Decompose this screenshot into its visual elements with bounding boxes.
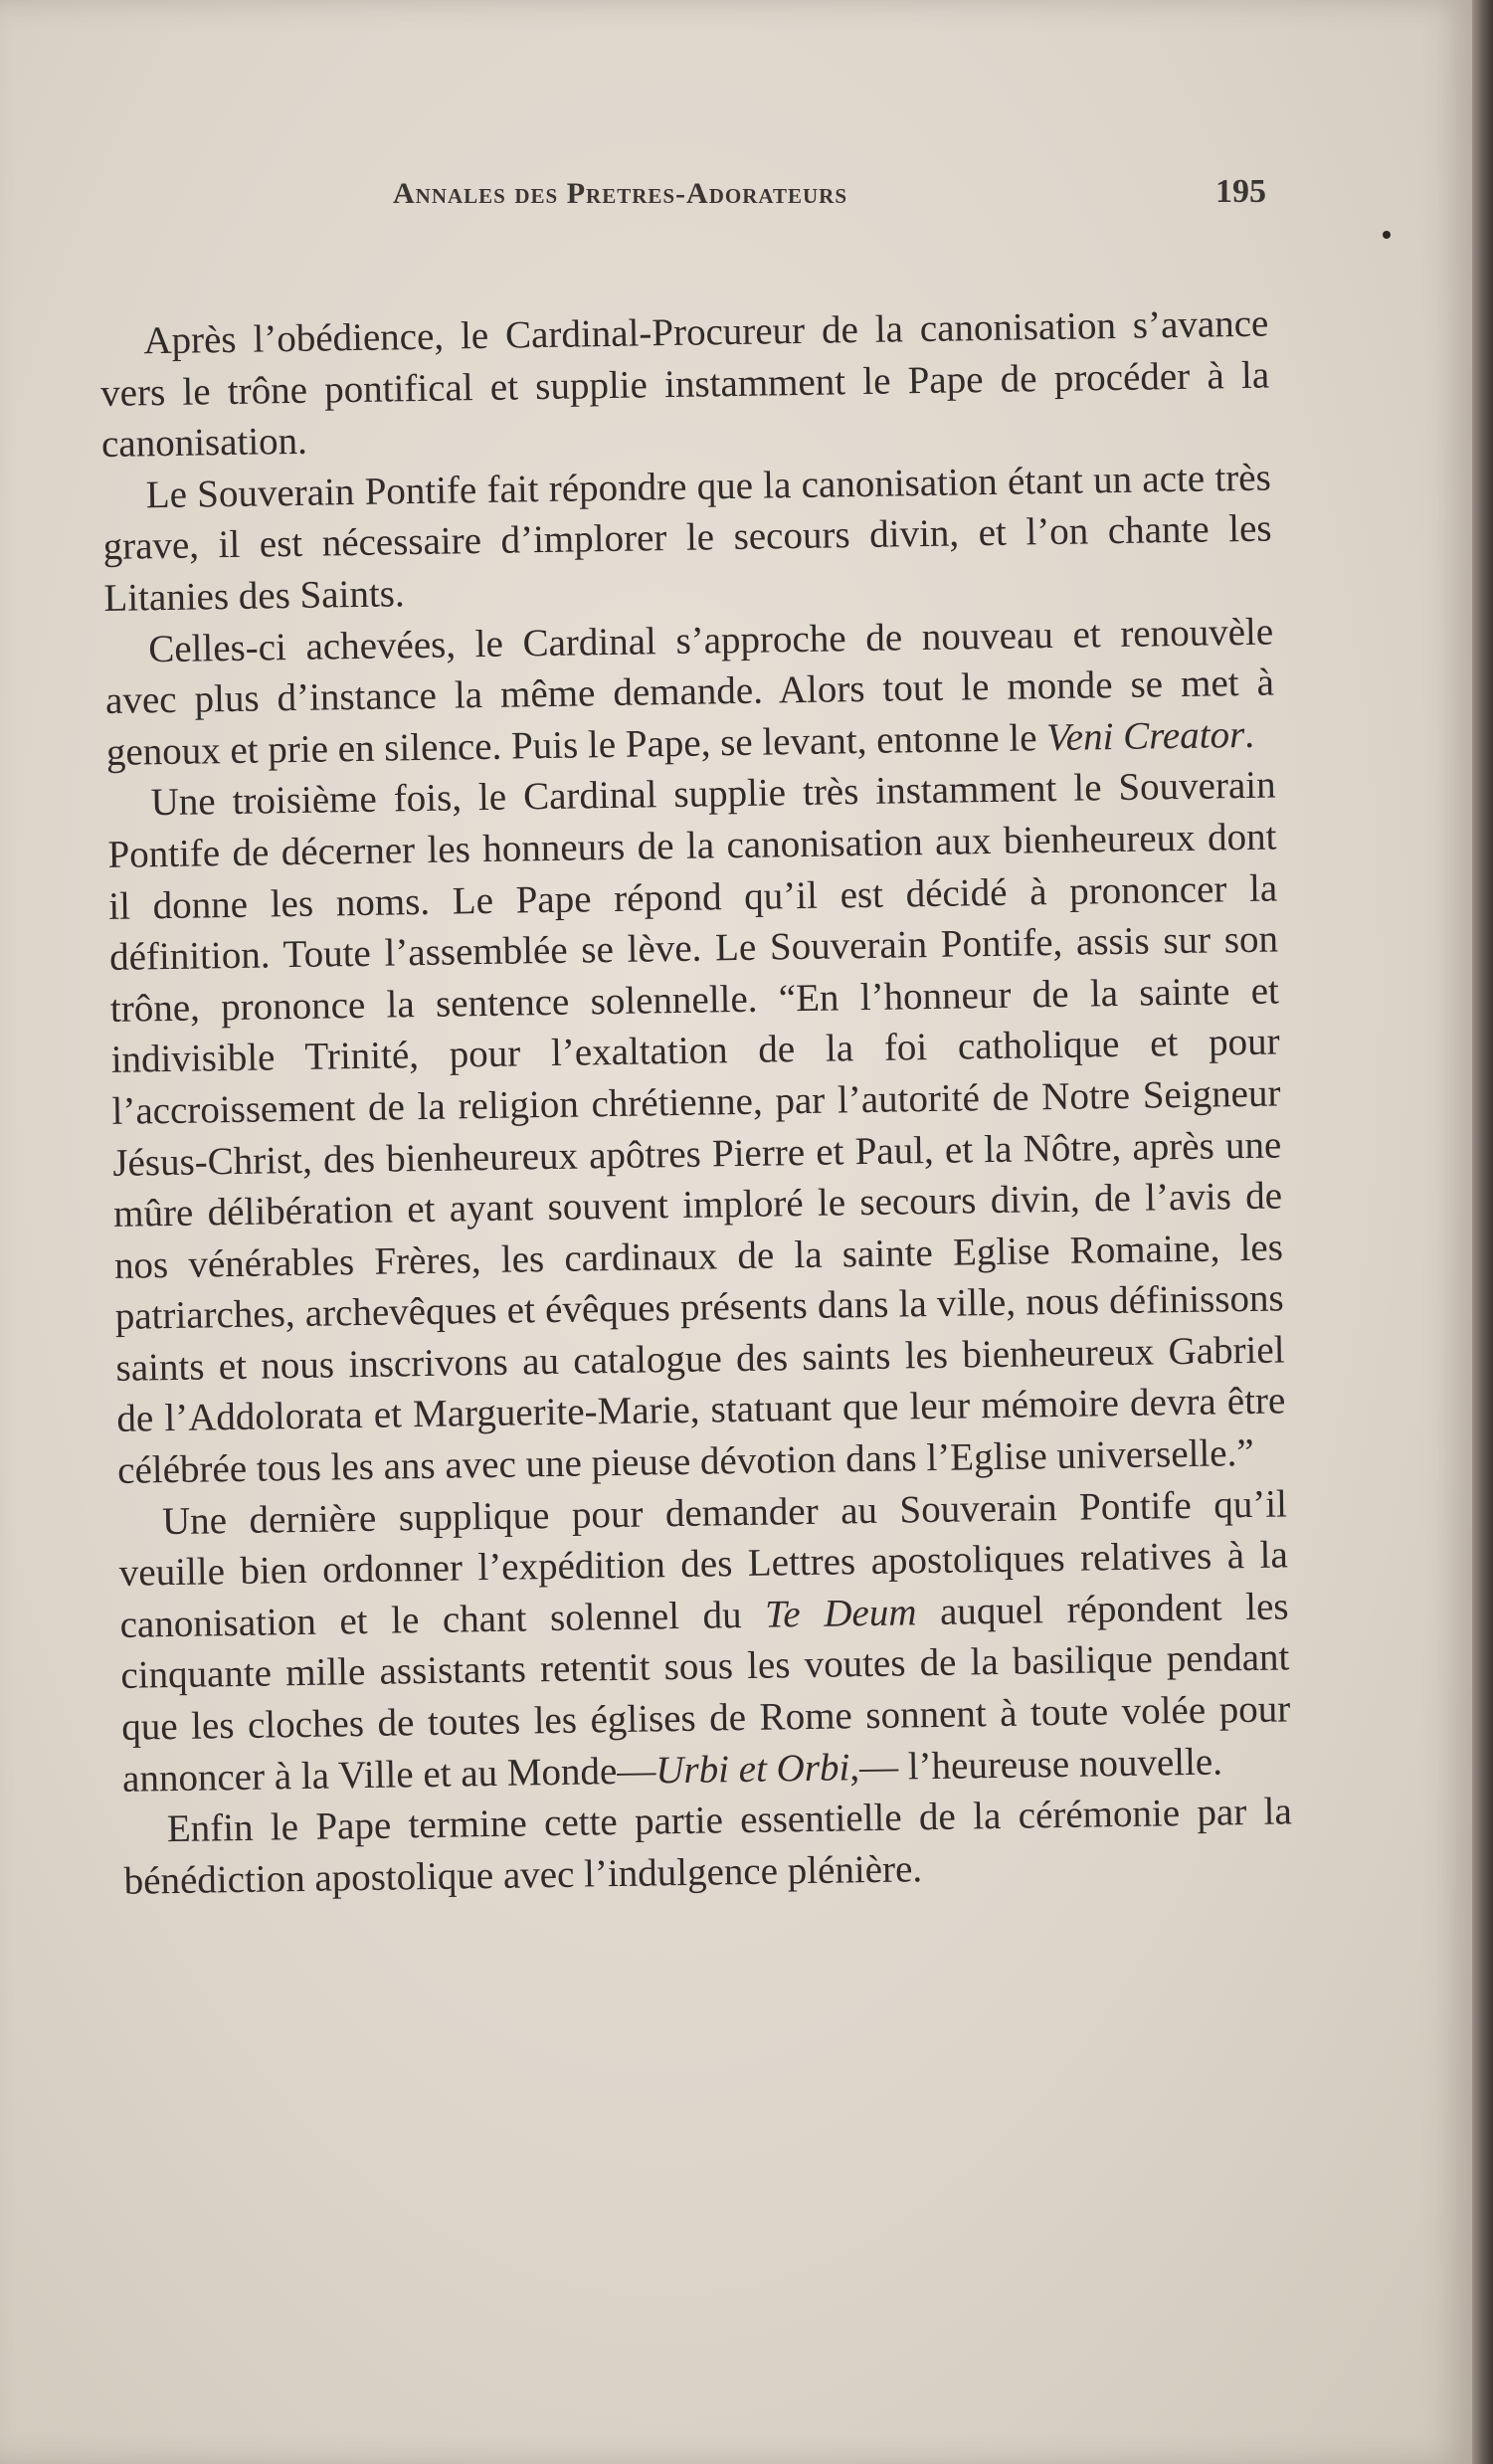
text-run: Le Souverain Pontife fait répondre que la canonisation étant un acte très grave, il est nécessaire d’implorer le secours divin, et l’on chante les Litanies des Saints. — [102, 456, 1272, 620]
ink-speck — [1383, 231, 1391, 239]
text-run: Une dernière supplique pour demander au Souverain Pontife qu’il veuille bien ordonner l’expédition des Lettres apostoliques relatives à la canonisation et le chant solennel du — [118, 1482, 1289, 1646]
paragraph — [104, 606, 1275, 778]
text-run: . — [1243, 712, 1255, 756]
body-text — [99, 298, 1293, 1908]
text-run: Après l’obédience, le Cardinal-Procureur de la canonisation s’avance vers le trône pontifical et supplie instamment le Pape de procéder à la canonisation. — [99, 301, 1270, 467]
paragraph — [123, 1787, 1293, 1908]
running-head — [0, 173, 1472, 237]
page-number: 195 — [1215, 173, 1266, 210]
italic-phrase: Veni Creator — [1045, 712, 1245, 759]
text-run: auquel répondent les cinquante mille assistants retentit sous les voutes de la basilique pendant que les cloches de toutes les églises de Rome sonnent à toute volée pour annoncer à la Ville et au Monde— — [120, 1585, 1291, 1801]
text-run: Une troisième fois, le Cardinal supplie très instamment le Souverain Pontife de décerner les honneurs de la canonisation aux bienheureux dont il donne les noms. Le Pape répond qu’il est décidé à prononcer la définition. Toute l’assemblée se lève. Le Souverain Pontife, assis sur son trône, prononce la sentence solennelle. “En l’honneur de la sainte et indivisible Trinité, pour l’exaltation de la foi catholique et pour l’accroissement de la religion chrétienne, par l’autorité de Notre Seigneur Jésus-Christ, des bienheureux apôtres Pierre et Paul, et la Nôtre, après une mûre délibération et ayant souvent imploré le secours divin, de l’avis de nos vénérables Frères, les cardinaux de la sainte Eglise Romaine, les patriarches, archevêques et évêques présents dans la ville, nous définissons saints et nous inscrivons au catalogue des saints les bienheureux Gabriel de l’Addolorata et Marguerite-Marie, statuant que leur mémoire devra être célébrée tous les ans avec une pieuse dévotion dans l’Eglise universelle.” — [107, 763, 1286, 1492]
italic-phrase: Te Deum — [764, 1591, 917, 1636]
paragraph — [101, 452, 1272, 624]
running-title: Annales des Pretres-Adorateurs — [393, 177, 848, 210]
text-run: ,— l’heureuse nouvelle. — [848, 1740, 1223, 1789]
italic-phrase: Urbi et Orbi — [654, 1745, 850, 1793]
paragraph — [118, 1478, 1292, 1804]
paragraph — [106, 760, 1286, 1497]
page-edge — [1472, 0, 1493, 2464]
text-run: Enfin le Pape termine cette partie essentielle de la cérémonie par la bénédiction apostolique avec l’indulgence plénière. — [123, 1790, 1293, 1903]
text-run: Celles-ci achevées, le Cardinal s’approche de nouveau et renouvèle avec plus d’instance la même demande. Alors tout le monde se met à genoux et prie en silence. Puis le Pape, se levant, entonne le — [104, 610, 1275, 774]
paragraph — [99, 298, 1270, 471]
